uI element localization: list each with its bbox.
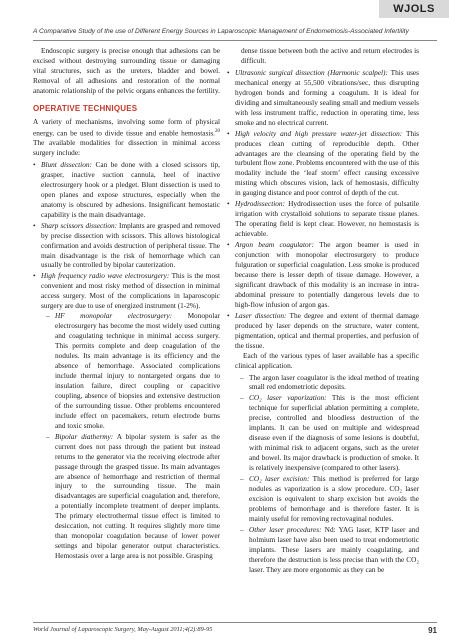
left-column xyxy=(33,46,220,562)
item-text: Hydrodissection uses the force of pulsatile irrigation with crystalloid solutions to separate tissue planes. The operating field is kept clear. However, no hemostasis is achievable. xyxy=(235,199,419,239)
sub-list-item xyxy=(41,311,220,430)
list-item xyxy=(33,271,220,561)
item-term: Ultrasonic surgical dissection (Harmonic scalpel): xyxy=(235,67,388,77)
paragraph xyxy=(33,117,220,158)
list-item xyxy=(227,199,419,239)
list-item xyxy=(227,68,419,128)
item-term: Argon beam coagulator: xyxy=(235,240,314,250)
sub-list-item xyxy=(41,432,220,561)
sub-list-item xyxy=(235,373,419,393)
footer-citation: World Journal of Laparoscopic Surgery, May-August 2011;4(2):89-95 xyxy=(33,626,213,633)
item-text: The argon beamer is used in conjunction with monopolar electrosurgery to produce fulguration or superficial coagulation. Less smoke is produced because there is lesser depth of tissue damage. However, a significant drawback of this modality is an increase in intra-abdominal pressure to potentially dangerous levels due to high-flow infusion of argon gas. xyxy=(235,240,419,309)
sub-list xyxy=(235,373,419,575)
list-item xyxy=(227,240,419,310)
laser-intro: Each of the various types of laser available has a specific clinical application. xyxy=(235,350,419,370)
list-item xyxy=(227,311,419,575)
item-text: This uses mechanical energy at 55,500 vibrations/sec, thus disrupting hydrogen bonds and forming a coagulum. It is ideal for dividing and simultaneously sealing small and medium vessels with less instrument traffic, reduction in operating time, less smoke and no electrical current. xyxy=(235,67,419,127)
item-text: This is the most convenient and most risky method of dissection in minimal access surgery. Most of the complications in laparoscopic surgery are due to use of energized instrument (1-2%). xyxy=(41,271,220,311)
item-text: The degree and extent of thermal damage produced by laser depends on the structure, water content, pigmentation, optical and thermal properties, and perfusion of the tissue. xyxy=(235,310,419,350)
item-text: The argon laser coagulator is the ideal method of treating small red endometriotic deposits. xyxy=(249,372,419,392)
list-item xyxy=(227,129,419,199)
intro-paragraph: Endoscopic surgery is precise enough that adhesions can be excised without destroying surrounding tissue or damaging vital structures, such as the ureters, bladder and bowel. Removal of all adhesions and restoration of the normal anatomic relationship of the pelvic organs enhances the fertility. xyxy=(33,46,220,95)
item-term: High velocity and high pressure water-jet dissection: xyxy=(235,128,403,138)
section-heading: OPERATIVE TECHNIQUES xyxy=(33,103,138,113)
item-term: CO₂ laser vaporization: xyxy=(249,393,327,403)
item-text: Nd: YAG laser, KTP laser and holmium laser have also been used to treat endometriotic implants. These lasers are mainly coagulating, and therefore the destruction is less precise than with the CO₂ laser. They are more ergonomic as they can be xyxy=(249,524,420,574)
item-text: A bipolar system is safer as the current does not pass through the patient but instead returns to the generator via the receiving electrode after passage through the grasped tissue. Its main advantages are absence of hemorrhage and restriction of thermal injury to the surrounding tissue. The main disadvantages are superficial coagulation and, therefore, a potentially incomplete treatment of deeper implants. The primary electrothermal tissue effect is limited to desiccation, not cutting. It requires slightly more time than monopolar coagulation because of lower power settings and bipolar generator output characteristics. Hemostasis over a large area is not possible. Grasping xyxy=(55,431,220,561)
reference-mark: 20 xyxy=(215,128,220,134)
continued-text: dense tissue between both the active and return electrodes is difficult. xyxy=(241,46,419,65)
sub-list xyxy=(41,311,220,561)
technique-list xyxy=(33,160,220,561)
page-footer xyxy=(33,626,437,635)
item-text: Monopolar electrosurgery has become the most widely used cutting and coagulating technique in minimal access surgery. This permits complete and deep coagulation of the nodules. Its main advantage is its efficiency and the absence of hemorrhage. Associated complications include thermal injury to nontargeted organs due to insulation failure, direct coupling or capacitive coupling, absence of biopsies and extensive destruction of the surrounding tissue. Other problems encountered include effect on pacemakers, return electrode burns and toxic smoke. xyxy=(55,311,220,430)
item-text: Implants are grasped and removed by precise dissection with scissors. This allows histological confirmation and avoids destruction of peripheral tissue. The main disadvantage is the risk of hemorrhage which can usually be controlled by bipolar cauterization. xyxy=(41,220,220,270)
item-text: This method is preferred for large nodules as vaporization is a slow procedure. CO₂ laser excision is equivalent to sharp excision but avoids the problems of hemorrhage and is therefore faster. It is mainly useful for removing rectovaginal nodules. xyxy=(249,474,419,523)
item-text: This produces clean cutting of reproducible depth. Other advantages are the cleansing of the operating field by the turbulent flow zone. Problems encountered with the use of this modality include the ‘leaf storm’ effect causing excessive misting which obscures vision, lack of hemostasis, difficulty in gauging distance and poor control of depth of the cut. xyxy=(235,128,419,198)
sub-list-item xyxy=(235,525,419,575)
item-term: Blunt dissection: xyxy=(41,159,92,169)
item-term: Laser dissection: xyxy=(235,310,287,320)
technique-list xyxy=(227,68,419,575)
sub-list-item xyxy=(235,474,419,524)
journal-tag: WJOLS xyxy=(379,0,449,18)
item-term: Hydrodissection: xyxy=(235,199,285,209)
footer-rule xyxy=(33,622,437,623)
item-term: Sharp scissors dissection: xyxy=(41,220,118,230)
item-term: HF monopolar electrosurgery: xyxy=(55,311,173,321)
header-rule xyxy=(33,40,437,41)
paragraph-text: A variety of mechanisms, involving some form of physical energy, can be used to divide tissue and enable hemostasis. xyxy=(33,116,220,138)
item-term: High frequency radio wave electrosurgery: xyxy=(41,271,170,281)
page-number: 91 xyxy=(428,626,437,635)
right-column xyxy=(227,46,419,576)
list-item xyxy=(33,221,220,271)
running-head: A Comparative Study of the use of Different Energy Sources in Laparoscopic Management of Endometriosis-Associated Infertility xyxy=(33,28,409,35)
item-text: Can be done with a closed scissors tip, grasper, inactive suction cannula, heel of inactive electrosurgery hook or a pledget. Blunt dissection is used to open planes and expose structures, especially when the anatomy is obscured by adhesions. Insignificant hemostatic capability is the main disadvantage. xyxy=(41,159,220,219)
list-item xyxy=(33,160,220,220)
paragraph-text: The available modalities for dissection in minimal access surgery include: xyxy=(33,138,220,157)
item-term: Other laser procedures: xyxy=(249,524,322,534)
item-term: CO₂ laser excision: xyxy=(249,474,310,484)
sub-list-item xyxy=(235,393,419,473)
item-text: This is the most efficient technique for superficial ablation permitting a complete, precise, controlled and bloodless destruction of the implants. It can be used on multiple and widespread disease even if the diagnosis of some lesions is doubtful, with minimal risk to adjacent organs, such as the ureter and bowel. Its major drawback is production of smoke. It is relatively inexpensive (compared to other lasers). xyxy=(249,393,419,473)
item-term: Bipolar diathermy: xyxy=(55,431,114,441)
